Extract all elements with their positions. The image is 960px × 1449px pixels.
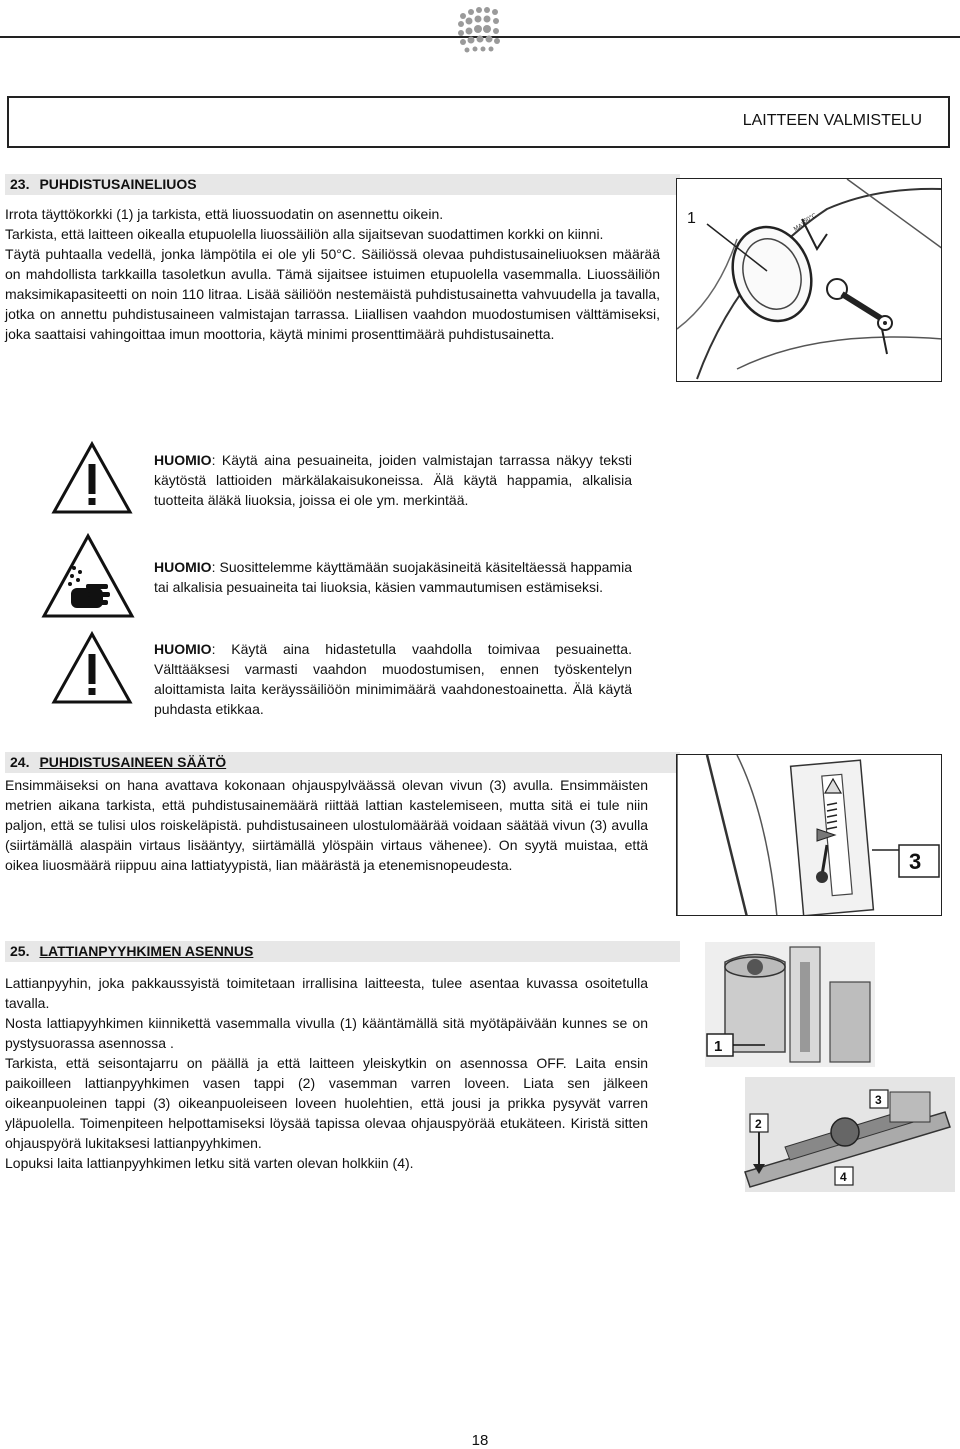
section-25-paragraph-1: Lattianpyyhin, joka pakkaussyistä toimitetaan irrallisina laitteesta, tulee asentaa kuvassa osoitetulla tavalla.: [5, 975, 648, 1011]
tank-cap-figure: [676, 178, 942, 382]
figure-23-label: 1: [687, 210, 696, 227]
section-25-title: LATTIANPYYHKIMEN ASENNUS: [39, 943, 254, 959]
page-title: LAITTEEN VALMISTELU: [742, 112, 922, 129]
section-25-heading: [5, 941, 680, 962]
tank-cap-illustration: [677, 179, 942, 382]
section-24-title: PUHDISTUSAINEEN SÄÄTÖ: [39, 754, 227, 770]
section-25-number: 25.: [10, 943, 30, 959]
warning-2-icon: [40, 532, 136, 620]
lever-figure: [676, 754, 942, 916]
figure-25-label-2: 2: [755, 1117, 762, 1131]
section-23-line-1: Irrota täyttökorkki (1) ja tarkista, että liuossuodatin on asennettu oikein.: [5, 206, 444, 222]
section-25-paragraph-3: Tarkista, että seisontajarru on päällä ja että laitteen yleiskytkin on asennossa OFF. Laita ensin paikoilleen lattianpyyhkimen vasen tappi (2) vasemman varren loveen. Liata sen jälkeen oikeanpuoleinen tappi (3) oikeanpuoleiseen loveen huolehtien, että jousi ja prikka pysyvät varren yläpuolella. Toimenpiteen helpottamiseksi löysää tapissa olevaa ohjauspyörää etukäteen. Kiristä sitten ohjauspyörä lukitaksesi lattianpyyhkimen.: [5, 1055, 648, 1151]
page-number: 18: [471, 1432, 489, 1449]
figure-25-label-3: 3: [875, 1093, 882, 1107]
squeegee-figure: [705, 942, 955, 1192]
warning-3-text: : Käytä aina hidastetulla vaahdolla toimivaa pesuainetta. Välttääksesi varmasti vaahdon muodostumisen, ennen työskentelyn aloittamista laita keräyssäiliöön minimimäärä vaahdonestoainetta. Älä käytä puhdasta etikkaa.: [154, 641, 632, 717]
section-25-text: [5, 973, 648, 1173]
squeegee-illustration: [705, 942, 955, 1192]
tank-mark-temperature: 50°C: [803, 212, 818, 225]
section-25-paragraph-2: Nosta lattiapyyhkimen kiinnikettä vasemmalla vivulla (1) kääntämällä sitä myötäpäivään kunnes se on pystysuorassa asennossa .: [5, 1015, 648, 1051]
warning-3-icon: [50, 630, 134, 706]
brand-logo: [455, 4, 515, 64]
section-24-text: [5, 775, 648, 875]
section-23-text: [5, 204, 660, 344]
warning-3: [154, 639, 632, 719]
figure-25-label-4: 4: [840, 1170, 847, 1184]
warning-1-text: : Käytä aina pesuaineita, joiden valmistajan tarrassa näkyy teksti käytöstä lattioiden märkälakaisukoneissa. Älä käytä happamia, alkalisia tuotteita äläkä liuoksia, joissa ei ole ym. merkintää.: [154, 452, 632, 508]
section-23-line-2: Tarkista, että laitteen oikealla etupuolella liuossäiliön alla sijaitsevan suodattimen korkki on kiinni.: [5, 226, 604, 242]
figure-24-label: 3: [909, 849, 922, 874]
warning-triangle-icon: [50, 630, 134, 706]
warning-1-label: HUOMIO: [154, 452, 212, 468]
warning-2: [154, 557, 632, 597]
section-24-paragraph: Ensimmäiseksi on hana avattava kokonaan ohjauspylväässä olevan vivun (3) avulla. Ensimmäisten metrien aikana tarkista, että puhdistusainemäärä riittää lattian kastelemiseen, mutta sitä ei tule niin paljon, että se tulisi ulos roiskeläpistä. puhdistusaineen ulostulomäärää voidaan säätää vivun (3) avulla (siirtämällä alaspäin virtaus lisääntyy, siirtämällä ylöspäin virtaus vähenee). On syytä muistaa, että oikea liuosmäärä riippuu aina lattiatyypistä, lian määrästä ja etenemisnopeudesta.: [5, 777, 648, 873]
warning-1-icon: [50, 440, 134, 516]
lever-illustration: [677, 755, 942, 916]
warning-2-text: : Suosittelemme käyttämään suojakäsineitä käsiteltäessä happamia tai alkalisia pesuaineita tai liuoksia, käsien vammautumisen estämiseksi.: [154, 559, 632, 595]
header-box: [7, 96, 950, 148]
warning-1: [154, 450, 632, 510]
section-25-paragraph-4: Lopuksi laita lattianpyyhkimen letku sitä varten olevan holkkiin (4).: [5, 1155, 414, 1171]
warning-triangle-icon: [50, 440, 134, 516]
warning-3-label: HUOMIO: [154, 641, 212, 657]
warning-2-label: HUOMIO: [154, 559, 212, 575]
corrosive-hand-icon: [40, 532, 136, 620]
section-23-number: 23.: [10, 176, 30, 192]
section-23-heading: [5, 174, 680, 195]
figure-25-label-1: 1: [714, 1038, 723, 1055]
section-23-title: PUHDISTUSAINELIUOS: [39, 176, 197, 192]
section-24-heading: [5, 752, 680, 773]
section-23-paragraph: Täytä puhtaalla vedellä, jonka lämpötila ei ole yli 50°C. Säiliössä olevaa puhdistusaineliuoksen määrää on mahdollista tarkkailla tasoletkun avulla. Tämä sijaitsee istuimen etupuolella vasemmalla. Liuossäiliön maksimikapasiteetti on noin 110 litraa. Lisää säiliöön nestemäistä puhdistusainetta vahvuudella ja tavalla, jotka on annettu puhdistusaineen valmistajan tarrassa. Liiallisen vaahdon muodostumisen välttämiseksi, joka saattaisi vahingoittaa imun moottoria, käytä minimi prosenttimäärä puhdistusainetta.: [5, 246, 660, 342]
section-24-number: 24.: [10, 754, 30, 770]
tank-mark-max: MAX: [793, 221, 808, 233]
